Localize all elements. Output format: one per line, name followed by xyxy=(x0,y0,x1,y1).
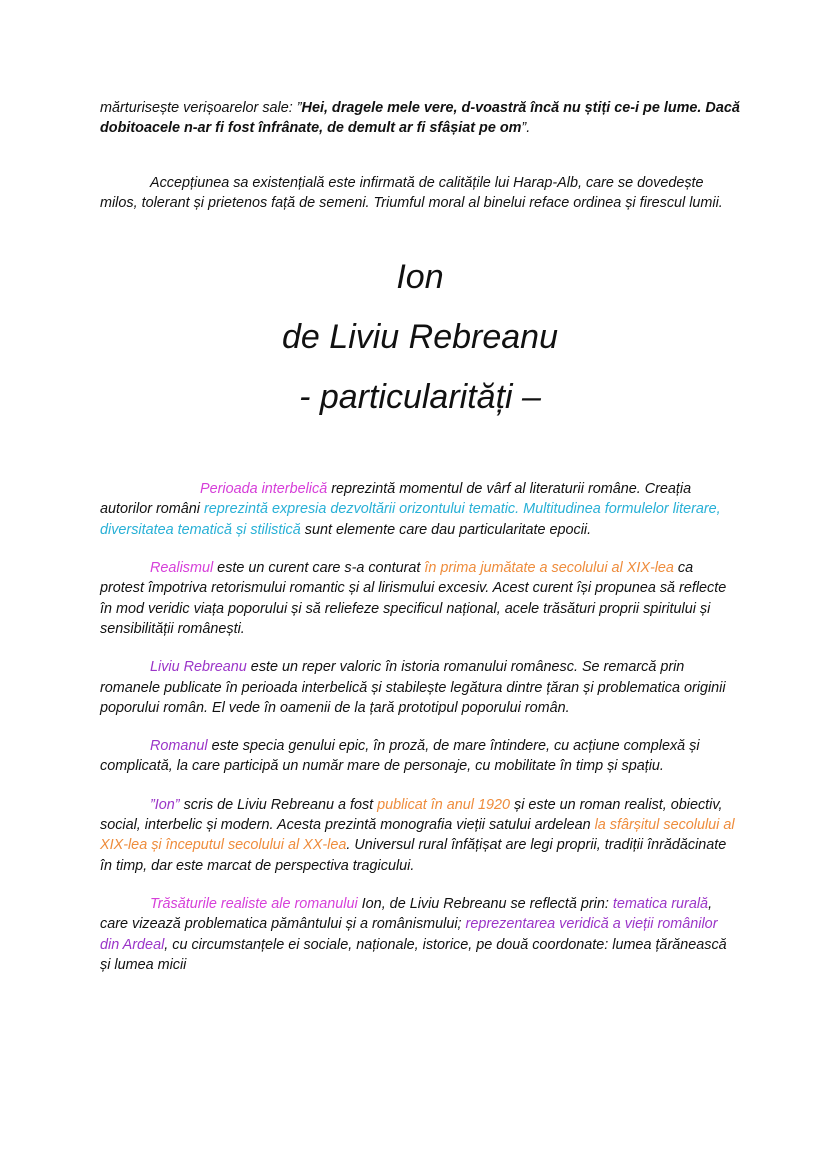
text-run: Liviu Rebreanu xyxy=(150,659,247,676)
text-run: Trăsăturile realiste ale romanului xyxy=(150,895,358,912)
text-run: este un curent care s-a conturat xyxy=(213,560,425,577)
document-page xyxy=(100,98,740,993)
text-run: , care vizează problematica pământului și a românismului; xyxy=(100,895,713,933)
text-run: ”. xyxy=(521,120,531,137)
text-run: și este un roman realist, obiectiv, social, interbelic și modern. Acesta prezintă monografia vieții satului ardelean xyxy=(100,796,723,834)
text-run: reprezintă expresia dezvoltării orizontului tematic. Multitudinea formulelor literare, diversitatea tematică și stilistică xyxy=(100,501,721,538)
text-run: Accepțiunea sa existențială este infirmată de calitățile lui Harap-Alb, care se dovedește milos, tolerant și prietenos față de semeni. Triumful moral al binelui reface ordinea și firescul lumii. xyxy=(100,174,723,211)
paragraph-ion xyxy=(100,795,740,876)
paragraph-trasaturi xyxy=(100,894,740,975)
text-run: este un reper valoric în istoria romanului românesc. Se remarcă prin romanele publicate în perioada interbelică și stabilește legătura dintre țăran și problematica originii poporului român. El vede în oamenii de la țară prototipul poporului român. xyxy=(100,659,726,716)
text-run: reprezintă momentul de vârf al literaturii române. Creația autorilor români xyxy=(100,481,692,518)
intro-paragraph-2 xyxy=(100,173,740,214)
paragraph-rebreanu xyxy=(100,657,740,718)
text-run: Romanul xyxy=(150,738,208,755)
text-run: publicat în anul 1920 xyxy=(377,796,510,813)
text-run: Ion, de Liviu Rebreanu se reflectă prin: xyxy=(357,895,613,912)
text-run: . Universul rural înfățișat are legi proprii, tradiții înrădăcinate în timp, dar este marcat de perspectiva tragicului. xyxy=(100,837,727,874)
title-line-3: - particularități – xyxy=(299,378,541,417)
text-run: scris de Liviu Rebreanu a fost xyxy=(179,796,378,813)
text-run: Perioada interbelică xyxy=(200,481,328,498)
text-run: , cu circumstanțele ei sociale, naționale, istorice, pe două coordonate: lumea țărănească și lumea micii xyxy=(100,936,727,973)
text-run: reprezentarea veridică a vieții românilor din Ardeal xyxy=(100,916,718,953)
text-run: sunt elemente care dau particularitate epocii. xyxy=(300,521,592,538)
paragraph-romanul xyxy=(100,736,740,777)
text-run: mărturisește verișoarelor sale: ” xyxy=(100,100,302,116)
paragraph-interbelic xyxy=(100,479,740,540)
text-run: la sfârșitul secolului al XIX-lea și începutul secolului al XX-lea xyxy=(100,817,735,854)
title-line-1: Ion xyxy=(396,258,444,297)
text-run: Realismul xyxy=(150,560,214,577)
intro-paragraph-1 xyxy=(100,98,740,139)
paragraph-realism xyxy=(100,558,740,639)
text-run: Hei, dragele mele vere, d-voastră încă nu știți ce-i pe lume. Dacă dobitoacele n-ar fi fost înfrânate, de demult ar fi sfâșiat pe om xyxy=(100,100,740,137)
text-run: este specia genului epic, în proză, de mare întindere, cu acțiune complexă și complicată, la care participă un număr mare de personaje, cu mobilitate în timp și spațiu. xyxy=(100,738,700,775)
text-run: ca protest împotriva retorismului romantic și al lirismului excesiv. Acest curent își propunea să reflecte în mod veridic viața poporului și să reliefeze specificul național, acele trăsături proprii spiritului și sensibilității românești. xyxy=(100,560,727,637)
text-run: tematica rurală xyxy=(612,895,709,912)
text-run: în prima jumătate a secolului al XIX-lea xyxy=(424,560,674,577)
title-line-2: de Liviu Rebreanu xyxy=(282,318,558,357)
document-title xyxy=(100,247,740,427)
text-run: ”Ion” xyxy=(150,796,180,813)
